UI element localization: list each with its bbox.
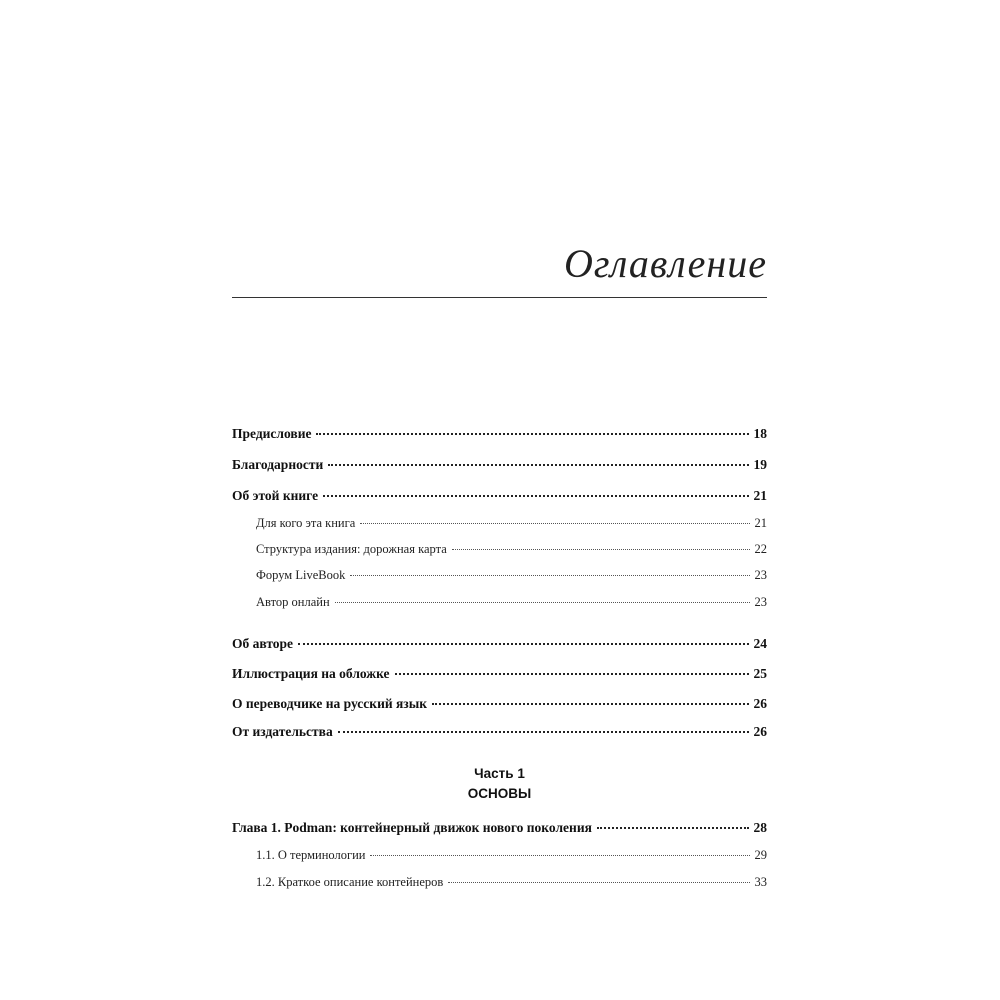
toc-entry-page: 21 <box>753 488 767 503</box>
dot-leader <box>597 827 749 829</box>
toc-entry-label: Форум LiveBook <box>256 568 346 582</box>
toc-entry-page: 29 <box>754 848 767 862</box>
toc-entry-page: 22 <box>754 542 767 556</box>
dot-leader <box>452 549 750 550</box>
toc-entry-translator[interactable] <box>232 696 767 712</box>
toc-entry-label: Об авторе <box>232 636 294 651</box>
toc-entry-page: 23 <box>754 568 767 582</box>
part-name: ОСНОВЫ <box>467 786 532 801</box>
toc-entry-label: Об этой книге <box>232 488 319 503</box>
toc-entry-page: 19 <box>753 457 767 472</box>
toc-entry-page: 23 <box>754 595 767 609</box>
toc-entry-label: Для кого эта книга <box>256 516 356 530</box>
toc-entry-livebook-forum[interactable] <box>256 568 767 583</box>
toc-entry-section-1-1[interactable] <box>256 848 767 863</box>
toc-entry-page: 21 <box>754 516 767 530</box>
dot-leader <box>432 703 748 705</box>
toc-entry-about-author[interactable] <box>232 636 767 652</box>
toc-entry-page: 33 <box>754 875 767 889</box>
toc-entry-section-1-2[interactable] <box>256 875 767 890</box>
dot-leader <box>323 495 748 497</box>
toc-entry-page: 28 <box>753 820 767 835</box>
toc-entry-roadmap[interactable] <box>256 542 767 557</box>
toc-entry-label: 1.1. О терминологии <box>256 848 366 862</box>
dot-leader <box>395 673 749 675</box>
toc-entry-page: 26 <box>753 724 767 739</box>
toc-entry-author-online[interactable] <box>256 595 767 610</box>
dot-leader <box>448 882 749 883</box>
dot-leader <box>298 643 748 645</box>
toc-entry-label: Предисловие <box>232 426 312 441</box>
title-divider <box>232 297 767 298</box>
dot-leader <box>316 433 748 435</box>
toc-entry-chapter-1[interactable] <box>232 820 767 836</box>
page-title: Оглавление <box>563 241 767 286</box>
toc-entry-label: О переводчике на русский язык <box>232 696 428 711</box>
toc-entry-page: 24 <box>753 636 767 651</box>
toc-entry-publisher[interactable] <box>232 724 767 740</box>
toc-entry-page: 18 <box>753 426 767 441</box>
toc-entry-label: Иллюстрация на обложке <box>232 666 390 681</box>
toc-entry-label: Автор онлайн <box>256 595 330 609</box>
toc-entry-cover-illustration[interactable] <box>232 666 767 682</box>
dot-leader <box>370 855 749 856</box>
toc-entry-label: 1.2. Краткое описание контейнеров <box>256 875 444 889</box>
toc-entry-acknowledgements[interactable] <box>232 457 767 473</box>
toc-entry-page: 26 <box>753 696 767 711</box>
toc-entry-about-book[interactable] <box>232 488 767 504</box>
dot-leader <box>338 731 749 733</box>
toc-entry-label: Благодарности <box>232 457 324 472</box>
toc-entry-label: Глава 1. Podman: контейнерный движок нового поколения <box>232 820 592 835</box>
part-number: Часть 1 <box>474 766 525 781</box>
toc-entry-audience[interactable] <box>256 516 767 531</box>
toc-entry-page: 25 <box>753 666 767 681</box>
toc-entry-preface[interactable] <box>232 426 767 442</box>
dot-leader <box>335 602 750 603</box>
toc-entry-label: Структура издания: дорожная карта <box>256 542 447 556</box>
dot-leader <box>328 464 748 466</box>
toc-entry-label: От издательства <box>232 724 333 739</box>
dot-leader <box>360 523 749 524</box>
dot-leader <box>350 575 749 576</box>
